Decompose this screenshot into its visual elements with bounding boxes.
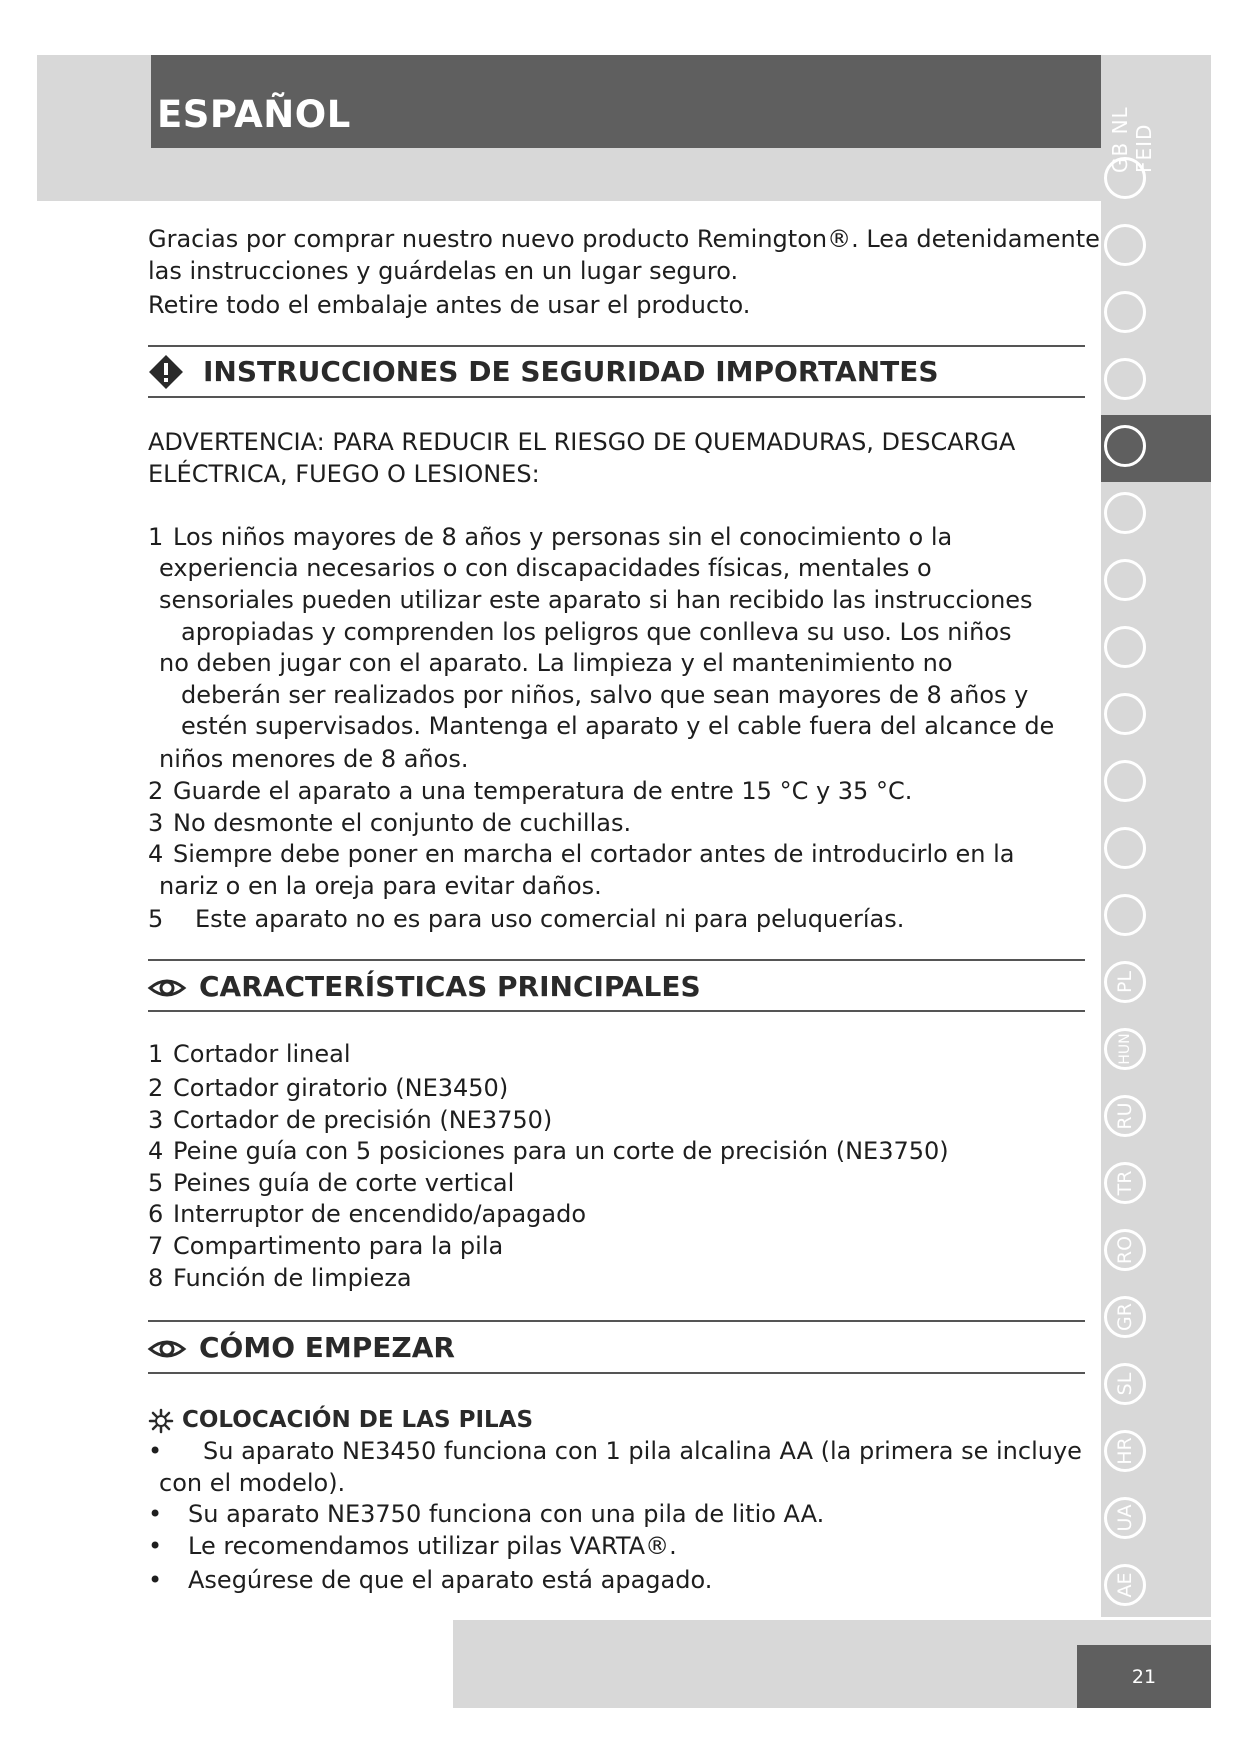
language-tab-circle[interactable] [1104, 827, 1146, 869]
language-tab-ua-label: UA [1114, 1504, 1136, 1532]
language-tab-pl-label: PL [1114, 970, 1136, 994]
section-rule [148, 1320, 1085, 1322]
section-rule [148, 959, 1085, 961]
language-tab-ru-label: RU [1114, 1102, 1136, 1130]
section-rule [148, 396, 1085, 398]
safety-item-1-line: no deben jugar con el aparato. La limpieza y el mantenimiento no [159, 649, 953, 677]
language-tab-tr-label: TR [1114, 1170, 1136, 1196]
language-tab-gb-circle[interactable] [1104, 157, 1146, 199]
list-number: 7 [148, 1232, 164, 1260]
intro-line-3: Retire todo el embalaje antes de usar el producto. [148, 291, 751, 319]
list-number: 1 [148, 1040, 164, 1068]
list-number: 4 [148, 1137, 164, 1165]
feature-item: Interruptor de encendido/apagado [173, 1200, 587, 1228]
intro-line-2: las instrucciones y guárdelas en un lugar seguro. [148, 257, 739, 285]
page-title: ESPAÑOL [157, 93, 351, 136]
language-tab-circle[interactable] [1104, 894, 1146, 936]
feature-item: Cortador giratorio (NE3450) [173, 1074, 509, 1102]
safety-item-4-line-2: nariz o en la oreja para evitar daños. [159, 872, 602, 900]
safety-item-2: Guarde el aparato a una temperatura de entre 15 °C y 35 °C. [173, 777, 913, 805]
list-number: 6 [148, 1200, 164, 1228]
warning-icon [149, 355, 183, 389]
list-number: 2 [148, 777, 164, 805]
language-tab-gr-label: GR [1114, 1303, 1136, 1331]
eye-icon [148, 1335, 186, 1363]
intro-line-1: Gracias por comprar nuestro nuevo producto Remington®. Lea detenidamente [148, 225, 1100, 253]
safety-item-1-line: experiencia necesarios o con discapacidades físicas, mentales o [159, 554, 932, 582]
bullet: • [148, 1566, 163, 1594]
safety-item-5: Este aparato no es para uso comercial ni para peluquerías. [195, 905, 905, 933]
language-tab-hun-label: HUN [1117, 1033, 1133, 1065]
sparkle-icon [149, 1409, 173, 1433]
list-number: 1 [148, 523, 164, 551]
language-tab-circle[interactable] [1104, 760, 1146, 802]
language-tab-sl-label: SL [1114, 1372, 1136, 1396]
list-number: 3 [148, 1106, 164, 1134]
feature-item: Compartimento para la pila [173, 1232, 504, 1260]
list-number: 5 [148, 1169, 164, 1197]
feature-item: Cortador lineal [173, 1040, 351, 1068]
features-title: CARACTERÍSTICAS PRINCIPALES [199, 970, 701, 1003]
battery-bullet-1-line-2: con el modelo). [159, 1469, 346, 1497]
language-tab-ae-label: AE [1114, 1572, 1136, 1598]
bullet: • [148, 1500, 163, 1528]
feature-item: Cortador de precisión (NE3750) [173, 1106, 553, 1134]
safety-item-1-line: deberán ser realizados por niños, salvo que sean mayores de 8 años y [181, 681, 1029, 709]
page-number: 21 [1077, 1645, 1211, 1708]
feature-item: Peine guía con 5 posiciones para un corte de precisión (NE3750) [173, 1137, 949, 1165]
section-rule [148, 1010, 1085, 1012]
language-tab-circle[interactable] [1104, 626, 1146, 668]
safety-item-1-line: sensoriales pueden utilizar este aparato si han recibido las instrucciones [159, 586, 1033, 614]
list-number: 2 [148, 1074, 164, 1102]
battery-bullet-2: Su aparato NE3750 funciona con una pila de litio AA. [188, 1500, 825, 1528]
bullet: • [148, 1532, 163, 1560]
language-tab-circle[interactable] [1104, 291, 1146, 333]
language-tab-circle[interactable] [1104, 224, 1146, 266]
safety-item-1-line: estén supervisados. Mantenga el aparato y el cable fuera del alcance de [181, 712, 1055, 740]
language-tab-circle[interactable] [1104, 559, 1146, 601]
bullet: • [148, 1437, 163, 1465]
language-tab-circle[interactable] [1104, 693, 1146, 735]
battery-bullet-4: Asegúrese de que el aparato está apagado. [188, 1566, 713, 1594]
section-rule [148, 345, 1085, 347]
safety-warning-line-2: ELÉCTRICA, FUEGO O LESIONES: [148, 460, 540, 488]
battery-subtitle: COLOCACIÓN DE LAS PILAS [182, 1407, 534, 1433]
eye-icon [148, 974, 186, 1002]
language-tab-hr-label: HR [1114, 1437, 1136, 1465]
safety-item-3: No desmonte el conjunto de cuchillas. [173, 809, 632, 837]
language-tab-circle[interactable] [1104, 492, 1146, 534]
section-rule [148, 1372, 1085, 1374]
feature-item: Peines guía de corte vertical [173, 1169, 515, 1197]
language-tab-gb-nl-f-e-i-d[interactable]: GB NL FEID [1108, 106, 1156, 173]
safety-warning-line-1: ADVERTENCIA: PARA REDUCIR EL RIESGO DE QUEMADURAS, DESCARGA [148, 428, 1016, 456]
language-tab-es-active[interactable] [1104, 425, 1146, 467]
battery-bullet-1-line-1: Su aparato NE3450 funciona con 1 pila alcalina AA (la primera se incluye [203, 1437, 1082, 1465]
safety-item-1-line: apropiadas y comprenden los peligros que conlleva su uso. Los niños [181, 618, 1012, 646]
safety-title: INSTRUCCIONES DE SEGURIDAD IMPORTANTES [203, 355, 939, 388]
battery-bullet-3: Le recomendamos utilizar pilas VARTA®. [188, 1532, 677, 1560]
list-number: 3 [148, 809, 164, 837]
feature-item: Función de limpieza [173, 1264, 412, 1292]
list-number: 8 [148, 1264, 164, 1292]
getting-started-title: CÓMO EMPEZAR [199, 1331, 455, 1364]
language-tab-ro-label: RO [1114, 1235, 1136, 1265]
safety-item-4-line-1: Siempre debe poner en marcha el cortador antes de introducirlo en la [173, 840, 1015, 868]
list-number: 5 [148, 905, 164, 933]
safety-item-1-line: Los niños mayores de 8 años y personas sin el conocimiento o la [173, 523, 953, 551]
list-number: 4 [148, 840, 164, 868]
language-tab-circle[interactable] [1104, 358, 1146, 400]
safety-item-1-line: niños menores de 8 años. [159, 745, 469, 773]
